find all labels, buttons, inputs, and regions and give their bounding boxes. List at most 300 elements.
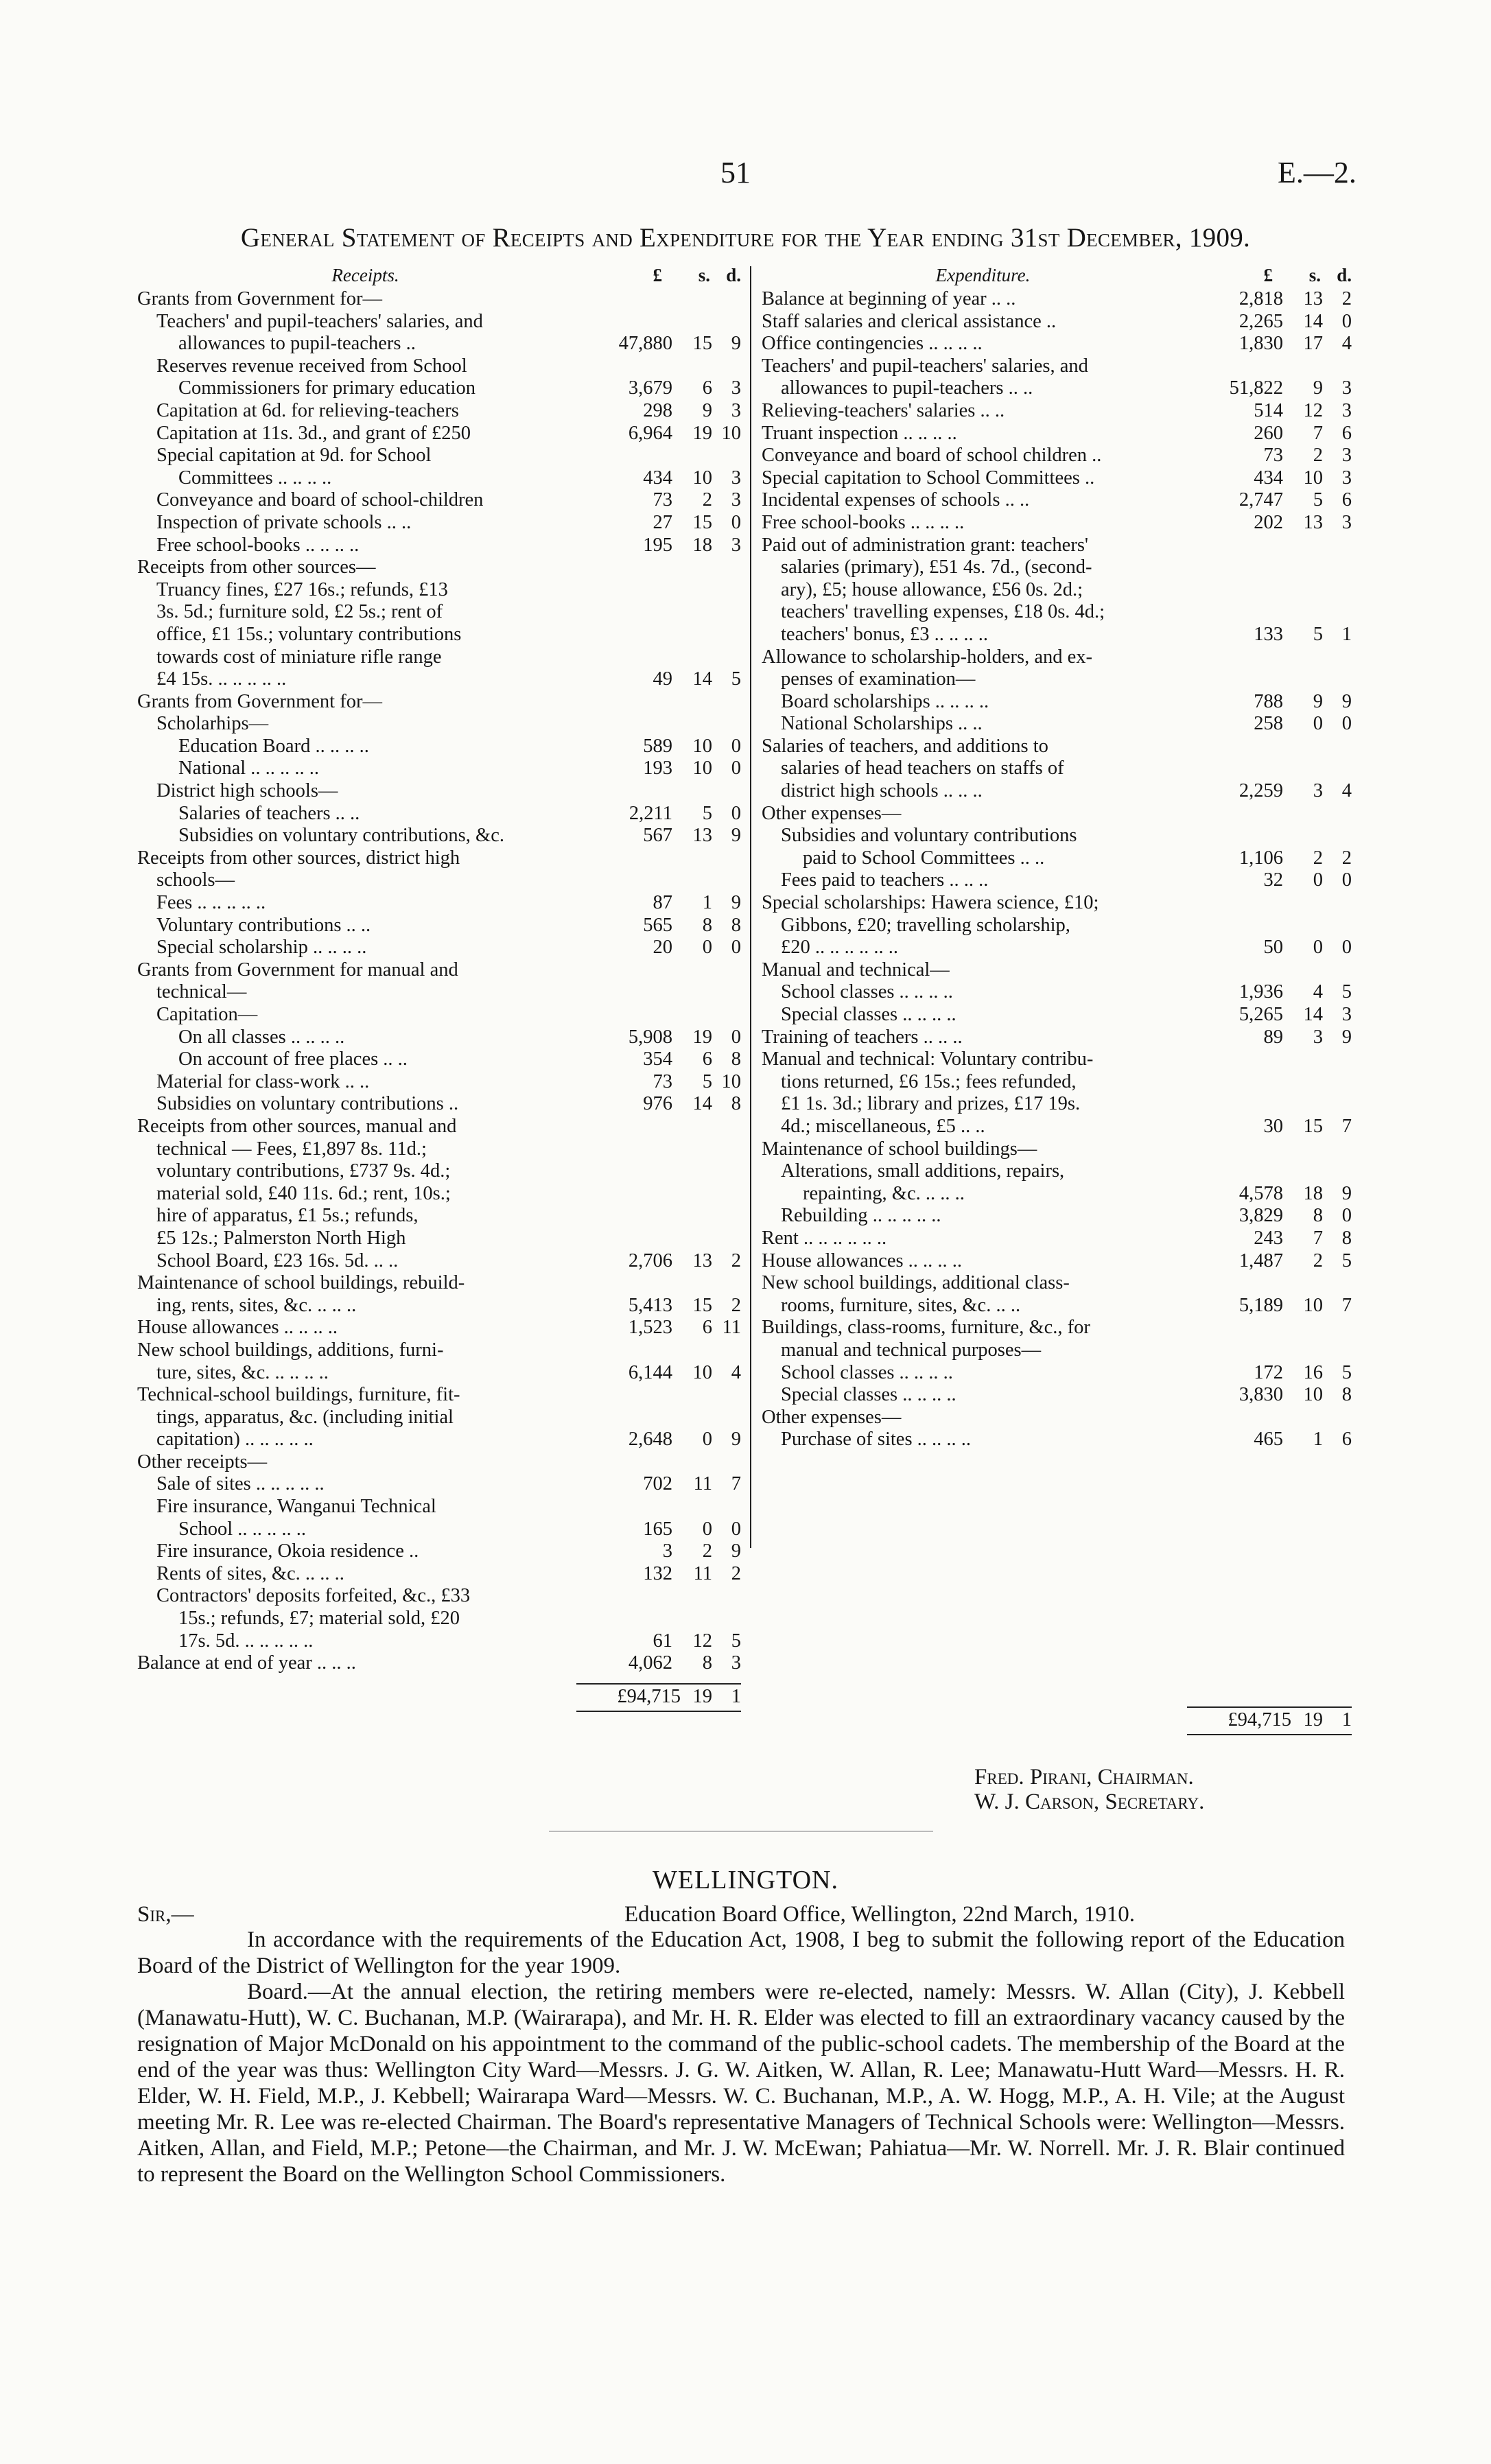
row-label: voluntary contributions, £737 9s. 4d.; xyxy=(156,1160,451,1182)
amount-pence: 8 xyxy=(1341,1227,1352,1249)
row-label: allowances to pupil-teachers .. xyxy=(178,333,416,355)
row-label: Allowance to scholarship-holders, and ex- xyxy=(762,646,1092,668)
table-row xyxy=(137,1585,741,1608)
row-label: Scholarhips— xyxy=(156,713,269,735)
amount-pounds: 50 xyxy=(1263,937,1283,959)
table-row xyxy=(137,333,741,355)
receipts-header xyxy=(137,265,741,288)
table-row xyxy=(137,1160,741,1183)
row-label: Reserves revenue received from School xyxy=(156,355,467,377)
table-row xyxy=(137,780,741,803)
table-row xyxy=(137,1473,741,1496)
amount-pence: 3 xyxy=(1341,377,1352,399)
pounds-header: £ xyxy=(653,265,662,285)
amount-shillings: 5 xyxy=(1313,623,1323,645)
table-row xyxy=(762,1071,1352,1094)
amount-pence: 8 xyxy=(1341,1384,1352,1406)
row-label: Fees .. .. .. .. .. xyxy=(156,892,266,914)
amount-pounds: 243 xyxy=(1254,1227,1283,1249)
row-label: teachers' bonus, £3 .. .. .. .. xyxy=(781,623,988,645)
row-label: Capitation at 6d. for relieving-teachers xyxy=(156,399,459,421)
amount-shillings: 10 xyxy=(692,1361,712,1383)
amount-pounds: 202 xyxy=(1254,511,1283,533)
amount-pounds: 2,259 xyxy=(1238,780,1283,802)
table-row xyxy=(137,1563,741,1586)
row-label: Subsidies on voluntary contributions, &c. xyxy=(178,825,504,847)
table-row xyxy=(137,423,741,445)
table-row xyxy=(762,1339,1352,1362)
table-row xyxy=(137,1362,741,1385)
amount-pence: 2 xyxy=(731,1294,741,1316)
table-row xyxy=(137,1608,741,1630)
amount-pounds: 514 xyxy=(1254,399,1283,421)
amount-pence: 7 xyxy=(1341,1294,1352,1316)
row-label: Contractors' deposits forfeited, &c., £33 xyxy=(156,1585,471,1607)
table-row xyxy=(137,1183,741,1206)
section-separator xyxy=(549,1831,933,1832)
salutation: Sir,— xyxy=(137,1902,194,1927)
amount-shillings: 10 xyxy=(1303,1294,1323,1316)
amount-pounds: 61 xyxy=(653,1630,672,1652)
amount-pence: 4 xyxy=(1341,780,1352,802)
table-row xyxy=(137,355,741,378)
row-label: New school buildings, additions, furni- xyxy=(137,1339,444,1361)
row-label: paid to School Committees .. .. xyxy=(803,847,1045,869)
table-row xyxy=(137,892,741,915)
amount-pounds: 193 xyxy=(643,758,672,779)
table-row xyxy=(137,1272,741,1295)
amount-pence: 3 xyxy=(731,467,741,489)
amount-pounds: 2,265 xyxy=(1238,310,1283,332)
amount-pence: 5 xyxy=(1341,981,1352,1003)
amount-pounds: 73 xyxy=(653,1070,672,1092)
amount-shillings: 11 xyxy=(693,1562,712,1584)
amount-pence: 7 xyxy=(1341,1115,1352,1137)
row-label: Special classes .. .. .. .. xyxy=(781,1004,956,1025)
amount-shillings: 14 xyxy=(692,1093,712,1115)
row-label: Other expenses— xyxy=(762,802,902,824)
amount-pence: 3 xyxy=(1341,467,1352,489)
row-label: 17s. 5d. .. .. .. .. .. xyxy=(178,1630,314,1652)
table-row xyxy=(137,1451,741,1474)
table-row xyxy=(762,1116,1352,1138)
amount-pounds: 3,679 xyxy=(628,377,672,399)
amount-shillings: 18 xyxy=(1303,1182,1323,1204)
table-row xyxy=(137,869,741,892)
amount-pounds: 6,144 xyxy=(628,1361,672,1383)
table-row xyxy=(762,847,1352,870)
row-label: Grants from Government for— xyxy=(137,690,382,712)
row-label: 15s.; refunds, £7; material sold, £20 xyxy=(178,1608,460,1630)
table-row xyxy=(137,981,741,1004)
amount-shillings: 15 xyxy=(692,511,712,533)
amount-shillings: 14 xyxy=(692,668,712,690)
amount-pounds: 976 xyxy=(643,1093,672,1115)
table-row xyxy=(137,691,741,714)
amount-pounds: 260 xyxy=(1254,422,1283,444)
total-double-rule xyxy=(1187,1734,1352,1735)
table-row xyxy=(762,803,1352,825)
amount-pounds: 4,062 xyxy=(628,1652,672,1674)
amount-shillings: 8 xyxy=(702,1652,712,1674)
table-row xyxy=(762,624,1352,646)
amount-shillings: 5 xyxy=(702,802,712,824)
amount-pounds: 1,106 xyxy=(1238,847,1283,869)
report-paragraph-2: Board.—At the annual election, the retiring members were re-elected, namely: Messrs. W. Allan (City), J. Kebbell (Manawatu-Hutt), W. C. Buchanan, M.P. (Wairarapa), and Mr. H. R. Elder was elected to fill an extraordinary vacancy caused by the resignation of Major McDonald on his appointment to the command of the public-school cadets. The membership of the Board at the end of the year was thus: Wellington City Ward—Messrs. J. G. W. Aitken, W. Allan, R. Lee; Manawatu-Hutt Ward—Messrs. H. R. Elder, W. H. Field, M.P., J. Kebbell; Wairarapa Ward—Messrs. W. C. Buchanan, M.P., A. W. Hogg, M.P., A. H. Vile; at the August meeting Mr. R. Lee was re-elected Chairman. The Board's representative Managers of Technical Schools were: Wellington—Messrs. Aitken, Allan, and Field, M.P.; Petone—the Chairman, and Mr. J. W. McEwan; Pahiatua—Mr. W. Norrell. Mr. J. R. Blair continued to represent the Board on the Wellington School Commissioners. xyxy=(137,1980,1345,2187)
row-label: Salaries of teachers .. .. xyxy=(178,802,360,824)
amount-shillings: 5 xyxy=(702,1070,712,1092)
table-row xyxy=(137,1407,741,1429)
table-row xyxy=(137,668,741,691)
row-label: Truant inspection .. .. .. .. xyxy=(762,422,957,444)
amount-pence: 6 xyxy=(1341,489,1352,511)
table-row xyxy=(137,1048,741,1071)
amount-shillings: 12 xyxy=(692,1630,712,1652)
table-row xyxy=(762,535,1352,557)
row-label: Manual and technical: Voluntary contribu- xyxy=(762,1048,1094,1070)
amount-pounds: 47,880 xyxy=(618,333,672,355)
amount-shillings: 17 xyxy=(1303,333,1323,355)
expenditure-rows xyxy=(762,288,1352,1451)
row-label: Truancy fines, £27 16s.; refunds, £13 xyxy=(156,578,448,600)
row-label: 4d.; miscellaneous, £5 .. .. xyxy=(781,1115,985,1137)
row-label: Special classes .. .. .. .. xyxy=(781,1384,956,1406)
amount-pounds: 49 xyxy=(653,668,672,690)
row-label: £20 .. .. .. .. .. .. xyxy=(781,937,898,959)
amount-pounds: 2,706 xyxy=(628,1249,672,1271)
amount-pence: 0 xyxy=(1341,713,1352,735)
amount-shillings: 9 xyxy=(1313,377,1323,399)
amount-shillings: 13 xyxy=(692,825,712,847)
amount-pence: 3 xyxy=(1341,511,1352,533)
amount-shillings: 15 xyxy=(692,1294,712,1316)
row-label: Salaries of teachers, and additions to xyxy=(762,735,1048,757)
row-label: Subsidies and voluntary contributions xyxy=(781,825,1077,847)
row-label: technical — Fees, £1,897 8s. 11d.; xyxy=(156,1138,427,1160)
total-rule xyxy=(576,1683,741,1685)
table-row xyxy=(137,1026,741,1049)
amount-pence: 0 xyxy=(1341,1205,1352,1227)
row-label: material sold, £40 11s. 6d.; rent, 10s.; xyxy=(156,1182,451,1204)
table-row xyxy=(137,1630,741,1653)
table-row xyxy=(762,1093,1352,1116)
total-pounds: £94,715 xyxy=(1228,1709,1291,1730)
table-row xyxy=(137,1138,741,1161)
total-shillings: 19 xyxy=(692,1685,712,1707)
row-label: Balance at end of year .. .. .. xyxy=(137,1652,356,1674)
amount-pounds: 2,818 xyxy=(1238,288,1283,309)
row-label: School Board, £23 16s. 5d. .. .. xyxy=(156,1249,399,1271)
row-label: Special scholarship .. .. .. .. xyxy=(156,937,367,959)
row-label: salaries of head teachers on staffs of xyxy=(781,758,1064,779)
table-row xyxy=(137,489,741,512)
amount-pence: 3 xyxy=(731,377,741,399)
amount-pounds: 788 xyxy=(1254,690,1283,712)
table-row xyxy=(762,311,1352,333)
row-label: Conveyance and board of school-children xyxy=(156,489,484,511)
pence-header: d. xyxy=(1337,265,1352,285)
table-row xyxy=(762,1295,1352,1317)
table-row xyxy=(762,355,1352,378)
row-label: House allowances .. .. .. .. xyxy=(137,1317,338,1339)
amount-pounds: 2,747 xyxy=(1238,489,1283,511)
table-row xyxy=(137,915,741,937)
amount-shillings: 10 xyxy=(692,758,712,779)
amount-shillings: 6 xyxy=(702,1317,712,1339)
table-row xyxy=(137,556,741,579)
table-row xyxy=(137,937,741,959)
row-label: Receipts from other sources, district high xyxy=(137,847,460,869)
chairman-signature: Fred. Pirani, Chairman. xyxy=(974,1765,1194,1790)
amount-pounds: 5,265 xyxy=(1238,1004,1283,1025)
amount-shillings: 10 xyxy=(692,735,712,757)
table-row xyxy=(137,1317,741,1339)
row-label: Special scholarships: Hawera science, £10; xyxy=(762,892,1099,914)
receipts-column xyxy=(137,265,741,1716)
table-row xyxy=(762,601,1352,624)
table-row xyxy=(137,1205,741,1228)
row-label: School classes .. .. .. .. xyxy=(781,981,953,1003)
report-paragraph-1: In accordance with the requirements of the Education Act, 1908, I beg to submit the following report of the Education Board of the District of Wellington for the year 1909. xyxy=(137,1927,1345,1978)
amount-shillings: 13 xyxy=(692,1249,712,1271)
amount-shillings: 14 xyxy=(1303,1004,1323,1025)
amount-shillings: 2 xyxy=(1313,445,1323,467)
amount-shillings: 14 xyxy=(1303,310,1323,332)
table-row xyxy=(762,1004,1352,1026)
amount-shillings: 16 xyxy=(1303,1361,1323,1383)
receipts-heading: Receipts. xyxy=(331,265,399,285)
amount-pounds: 195 xyxy=(643,534,672,556)
row-label: tings, apparatus, &c. (including initial xyxy=(156,1406,454,1428)
row-label: Alterations, small additions, repairs, xyxy=(781,1160,1065,1182)
row-label: Incidental expenses of schools .. .. xyxy=(762,489,1030,511)
row-label: On account of free places .. .. xyxy=(178,1048,408,1070)
table-row xyxy=(137,1339,741,1362)
table-row xyxy=(137,400,741,423)
amount-pounds: 3 xyxy=(662,1540,672,1562)
amount-pounds: 2,648 xyxy=(628,1429,672,1451)
amount-pence: 0 xyxy=(731,511,741,533)
table-row xyxy=(762,713,1352,736)
table-row xyxy=(762,423,1352,445)
amount-pounds: 5,908 xyxy=(628,1026,672,1048)
amount-pence: 6 xyxy=(1341,422,1352,444)
table-row xyxy=(137,1295,741,1317)
amount-pounds: 51,822 xyxy=(1229,377,1283,399)
amount-shillings: 15 xyxy=(1303,1115,1323,1137)
amount-pence: 0 xyxy=(1341,869,1352,891)
table-row xyxy=(762,869,1352,892)
amount-shillings: 13 xyxy=(1303,511,1323,533)
amount-pounds: 89 xyxy=(1263,1026,1283,1048)
secretary-signature: W. J. Carson, Secretary. xyxy=(974,1790,1205,1814)
amount-pence: 0 xyxy=(731,1026,741,1048)
amount-pence: 9 xyxy=(1341,1026,1352,1048)
document-code: E.—2. xyxy=(1278,156,1357,189)
amount-pence: 9 xyxy=(1341,690,1352,712)
table-row xyxy=(137,1250,741,1273)
total-double-rule xyxy=(576,1711,741,1712)
total-pence: 1 xyxy=(731,1685,741,1707)
table-row xyxy=(137,758,741,780)
amount-pence: 6 xyxy=(1341,1429,1352,1451)
row-label: Fire insurance, Okoia residence .. xyxy=(156,1540,419,1562)
row-label: National Scholarships .. .. xyxy=(781,713,983,735)
amount-shillings: 0 xyxy=(702,937,712,959)
row-label: Material for class-work .. .. xyxy=(156,1070,370,1092)
amount-shillings: 7 xyxy=(1313,1227,1323,1249)
amount-pence: 11 xyxy=(722,1317,741,1339)
amount-pence: 9 xyxy=(731,825,741,847)
row-label: district high schools .. .. .. xyxy=(781,780,983,802)
row-label: Maintenance of school buildings— xyxy=(762,1138,1037,1160)
table-row xyxy=(762,579,1352,602)
table-row xyxy=(137,1652,741,1675)
amount-shillings: 3 xyxy=(1313,1026,1323,1048)
row-label: Teachers' and pupil-teachers' salaries, and xyxy=(156,310,483,332)
amount-shillings: 2 xyxy=(1313,1249,1323,1271)
table-row xyxy=(762,512,1352,535)
amount-pence: 4 xyxy=(1341,333,1352,355)
row-label: office, £1 15s.; voluntary contributions xyxy=(156,623,462,645)
amount-pounds: 5,413 xyxy=(628,1294,672,1316)
amount-pounds: 27 xyxy=(653,511,672,533)
expenditure-heading: Expenditure. xyxy=(935,265,1031,285)
amount-pounds: 3,830 xyxy=(1238,1384,1283,1406)
amount-pence: 4 xyxy=(731,1361,741,1383)
table-row xyxy=(137,736,741,758)
amount-pounds: 3,829 xyxy=(1238,1205,1283,1227)
row-label: penses of examination— xyxy=(781,668,976,690)
row-label: ary), £5; house allowance, £56 0s. 2d.; xyxy=(781,578,1083,600)
amount-pence: 3 xyxy=(1341,1004,1352,1025)
amount-pence: 0 xyxy=(731,802,741,824)
amount-pence: 7 xyxy=(731,1473,741,1495)
row-label: ing, rents, sites, &c. .. .. .. xyxy=(156,1294,357,1316)
row-label: Other receipts— xyxy=(137,1451,268,1472)
table-row xyxy=(137,579,741,602)
amount-shillings: 0 xyxy=(702,1429,712,1451)
amount-pence: 9 xyxy=(1341,1182,1352,1204)
table-row xyxy=(762,981,1352,1004)
amount-pence: 3 xyxy=(731,399,741,421)
amount-pence: 0 xyxy=(731,735,741,757)
row-label: Grants from Government for manual and xyxy=(137,959,458,981)
amount-pounds: 30 xyxy=(1263,1115,1283,1137)
amount-shillings: 5 xyxy=(1313,489,1323,511)
table-row xyxy=(137,535,741,557)
amount-pence: 9 xyxy=(731,1429,741,1451)
table-row xyxy=(137,959,741,982)
row-label: capitation) .. .. .. .. .. xyxy=(156,1429,314,1451)
row-label: tions returned, £6 15s.; fees refunded, xyxy=(781,1070,1077,1092)
amount-pounds: 567 xyxy=(643,825,672,847)
row-label: Inspection of private schools .. .. xyxy=(156,511,412,533)
table-row xyxy=(762,825,1352,847)
amount-pounds: 73 xyxy=(653,489,672,511)
amount-pence: 9 xyxy=(731,1540,741,1562)
expenditure-total xyxy=(1187,1698,1352,1739)
table-row xyxy=(762,288,1352,311)
row-label: Free school-books .. .. .. .. xyxy=(156,534,360,556)
table-row xyxy=(137,1228,741,1250)
amount-shillings: 1 xyxy=(1313,1429,1323,1451)
amount-pence: 3 xyxy=(731,489,741,511)
amount-pence: 9 xyxy=(731,892,741,914)
table-row xyxy=(762,646,1352,669)
amount-shillings: 10 xyxy=(692,467,712,489)
table-row xyxy=(762,736,1352,758)
amount-shillings: 3 xyxy=(1313,780,1323,802)
amount-shillings: 9 xyxy=(702,399,712,421)
table-row xyxy=(137,624,741,646)
table-row xyxy=(762,1407,1352,1429)
table-row xyxy=(762,758,1352,780)
amount-pounds: 132 xyxy=(643,1562,672,1584)
row-label: Subsidies on voluntary contributions .. xyxy=(156,1093,459,1115)
amount-pence: 3 xyxy=(1341,399,1352,421)
amount-shillings: 19 xyxy=(692,422,712,444)
total-pence: 1 xyxy=(1341,1709,1352,1730)
amount-pence: 8 xyxy=(731,1093,741,1115)
table-row xyxy=(137,847,741,870)
amount-pence: 5 xyxy=(731,668,741,690)
amount-shillings: 12 xyxy=(1303,399,1323,421)
table-row xyxy=(762,959,1352,982)
amount-pounds: 434 xyxy=(1254,467,1283,489)
row-label: Balance at beginning of year .. .. xyxy=(762,288,1016,309)
row-label: hire of apparatus, £1 5s.; refunds, xyxy=(156,1205,419,1227)
amount-pence: 5 xyxy=(731,1630,741,1652)
row-label: Grants from Government for— xyxy=(137,288,382,309)
table-row xyxy=(137,1429,741,1451)
table-row xyxy=(762,467,1352,490)
row-label: Purchase of sites .. .. .. .. xyxy=(781,1429,972,1451)
amount-pence: 0 xyxy=(1341,937,1352,959)
row-label: Teachers' and pupil-teachers' salaries, and xyxy=(762,355,1088,377)
row-label: Rent .. .. .. .. .. .. xyxy=(762,1227,887,1249)
statement-title: General Statement of Receipts and Expenditure for the Year ending 31st December, 1909. xyxy=(240,223,1251,253)
row-label: manual and technical purposes— xyxy=(781,1339,1042,1361)
row-label: Staff salaries and clerical assistance .. xyxy=(762,310,1057,332)
row-label: Technical-school buildings, furniture, fit- xyxy=(137,1384,460,1406)
table-row xyxy=(762,1317,1352,1339)
table-row xyxy=(762,445,1352,467)
table-row xyxy=(762,333,1352,355)
amount-pounds: 172 xyxy=(1254,1361,1283,1383)
expenditure-column xyxy=(762,265,1352,1451)
shillings-header: s. xyxy=(1308,265,1321,285)
table-row xyxy=(762,668,1352,691)
row-label: technical— xyxy=(156,981,247,1003)
amount-pence: 5 xyxy=(1341,1361,1352,1383)
row-label: National .. .. .. .. .. xyxy=(178,758,320,779)
amount-shillings: 0 xyxy=(1313,713,1323,735)
amount-pounds: 1,523 xyxy=(628,1317,672,1339)
amount-pounds: 565 xyxy=(643,914,672,936)
row-label: £4 15s. .. .. .. .. .. xyxy=(156,668,287,690)
row-label: Training of teachers .. .. .. xyxy=(762,1026,963,1048)
amount-pence: 5 xyxy=(1341,1249,1352,1271)
table-row xyxy=(762,1026,1352,1049)
amount-pence: 8 xyxy=(731,1048,741,1070)
table-row xyxy=(762,691,1352,714)
table-row xyxy=(762,1138,1352,1161)
table-row xyxy=(137,1384,741,1407)
table-row xyxy=(762,1272,1352,1295)
table-row xyxy=(137,288,741,311)
amount-shillings: 4 xyxy=(1313,981,1323,1003)
